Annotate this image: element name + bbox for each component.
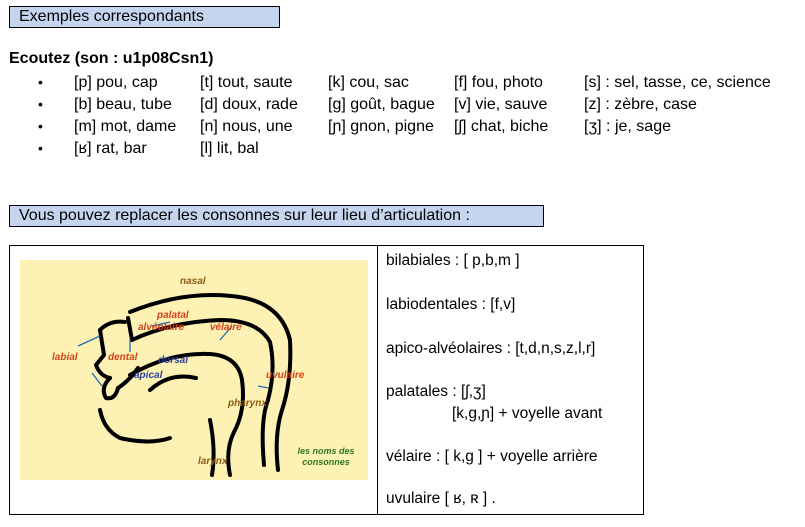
example-cell: [z] : zèbre, case: [584, 96, 697, 113]
example-cell: [b] beau, tube: [74, 96, 172, 113]
label-nasal: nasal: [180, 276, 206, 287]
example-cell: [l] lit, bal: [200, 140, 259, 157]
example-cell: [f] fou, photo: [454, 74, 543, 91]
section-header-articulation-text: Vous pouvez replacer les consonnes sur leur lieu d’articulation :: [19, 207, 470, 224]
bullet: •: [38, 118, 43, 134]
item-apico-alveolaires: apico-alvéolaires : [t,d,n,s,z,l,r]: [386, 340, 596, 357]
label-labial: labial: [52, 352, 78, 363]
bullet: •: [38, 74, 43, 90]
section-header-articulation: [9, 205, 544, 227]
label-pharynx: pharynx: [228, 398, 267, 409]
label-dorsal: dorsal: [158, 355, 189, 366]
item-palatales-vowel: [k,g,ɲ] + voyelle avant: [452, 405, 603, 422]
example-cell: [t] tout, saute: [200, 74, 293, 91]
item-bilabiales: bilabiales : [ p,b,m ]: [386, 252, 520, 269]
example-cell: [d] doux, rade: [200, 96, 298, 113]
figure-caption-line2: consonnes: [302, 457, 350, 467]
label-alveolaire: alvéolaire: [138, 322, 185, 333]
example-cell: [k] cou, sac: [328, 74, 409, 91]
figure-cell: [10, 246, 378, 515]
example-cell: [ʃ] chat, biche: [454, 118, 549, 135]
example-cell: [v] vie, sauve: [454, 96, 548, 113]
listen-title[interactable]: Ecoutez (son : u1p08Csn1): [9, 50, 214, 67]
item-velaire: vélaire : [ k,g ] + voyelle arrière: [386, 448, 598, 465]
label-larynx: larynx: [198, 456, 228, 467]
label-velaire: vélaire: [210, 322, 242, 333]
section-header-examples-text: Exemples correspondants: [19, 8, 204, 25]
section-header-examples: [9, 6, 280, 28]
item-labiodentales: labiodentales : [f,v]: [386, 296, 516, 313]
articulation-table: [9, 245, 644, 515]
example-cell: [n] nous, une: [200, 118, 293, 135]
example-cell: [p] pou, cap: [74, 74, 158, 91]
vocal-tract-figure: [20, 260, 368, 480]
bullet: •: [38, 140, 43, 156]
figure-caption-line1: les noms des: [297, 446, 355, 456]
label-dental: dental: [108, 352, 138, 363]
label-apical: apical: [134, 370, 163, 381]
item-uvulaire: uvulaire [ ʁ, ʀ ] .: [386, 490, 496, 507]
label-uvulaire: uvulaire: [266, 370, 305, 381]
bullet: •: [38, 96, 43, 112]
label-palatal: palatal: [157, 310, 189, 321]
example-cell: [ʁ] rat, bar: [74, 140, 147, 157]
item-palatales: palatales : [ʃ,ʒ]: [386, 383, 486, 400]
articulation-list-cell: [378, 246, 644, 515]
figure-caption: [290, 446, 362, 468]
example-cell: [g] goût, bague: [328, 96, 435, 113]
example-cell: [m] mot, dame: [74, 118, 177, 135]
example-cell: [ʒ] : je, sage: [584, 118, 671, 135]
example-cell: [s] : sel, tasse, ce, science: [584, 74, 771, 91]
example-cell: [ɲ] gnon, pigne: [328, 118, 434, 135]
